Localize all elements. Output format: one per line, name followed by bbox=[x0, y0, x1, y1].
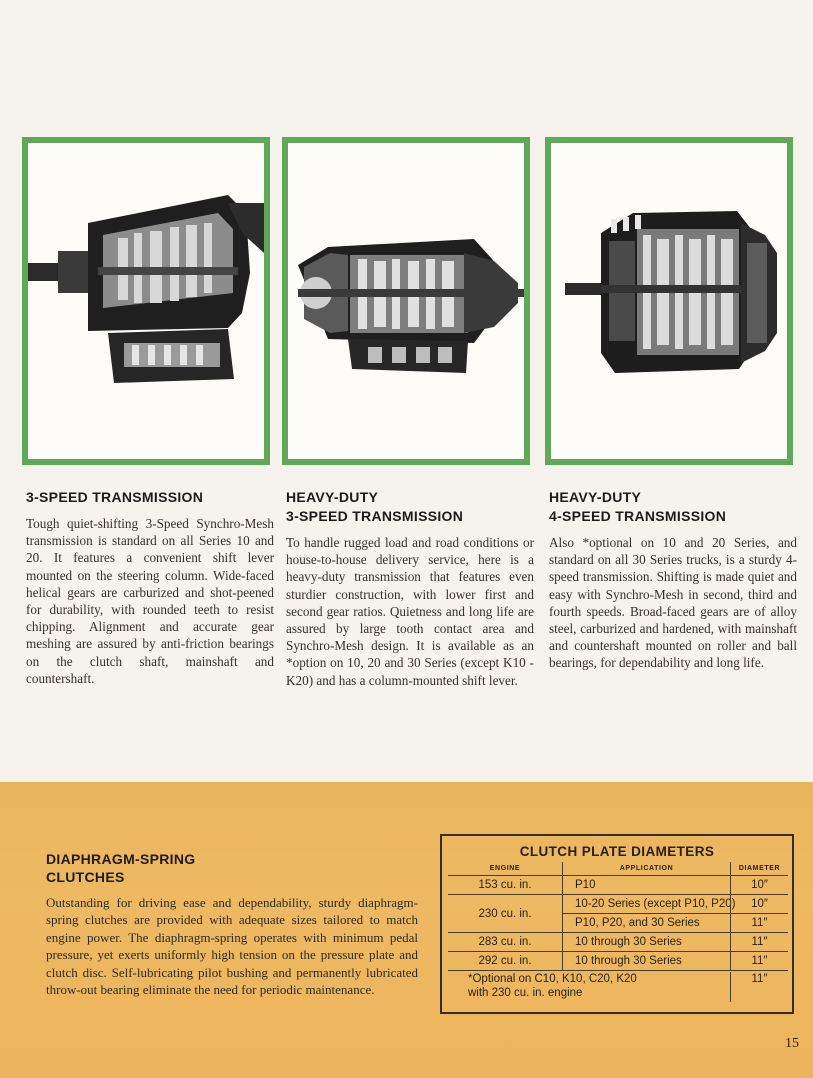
diameter-cell: 10″ bbox=[730, 876, 788, 894]
heavy-duty-3-speed-cutaway-icon bbox=[288, 143, 524, 459]
table-row bbox=[448, 933, 788, 952]
table-row-group bbox=[448, 895, 788, 933]
engine-cell: 230 cu. in. bbox=[478, 908, 532, 920]
page-number: 15 bbox=[785, 1036, 799, 1051]
heavy-duty-4-speed-cutaway-icon bbox=[551, 143, 787, 459]
column-body: To handle rugged load and road conditions or house-to-house delivery service, here is a heavy-duty transmission that features even sturdier construction, with lower first and second gear ratios. Quietness and long life are assured by large tooth contact area and Synchro-Mesh design. It is available as an *option on 10, 20 and 30 Series (except K10 - K20) and has a column-mounted shift lever. bbox=[286, 535, 534, 688]
application-cell: 10 through 30 Series bbox=[562, 952, 730, 970]
application-cell: P10 bbox=[562, 876, 730, 894]
application-cell: 10-20 Series (except P10, P20) bbox=[562, 895, 730, 913]
diameter-cell: 10″ bbox=[730, 895, 788, 913]
header-diameter: DIAMETER bbox=[730, 862, 788, 875]
column-body: Also *optional on 10 and 20 Series, and standard on all 30 Series trucks, is a sturdy 4-speed transmission. Shifting is made quiet and easy with Synchro-Mesh in second, third and fourth speeds. Broad-faced gears are of alloy steel, carburized and hardened, with mainshaft and countershaft mounted on roller and ball bearings, for dependability and long life. bbox=[549, 535, 797, 671]
engine-cell: 292 cu. in. bbox=[478, 955, 532, 967]
column-3-speed bbox=[26, 488, 274, 687]
diameter-cell: 11″ bbox=[730, 933, 788, 951]
table-row bbox=[448, 952, 788, 971]
clutch-plate-table bbox=[440, 834, 794, 1014]
clutch-body: Outstanding for driving ease and dependability, sturdy diaphragm-spring clutches are provided with adequate sizes tailored to match engine power. The diaphragm-spring operates with minimum pedal pressure, yet exerts uniformly high tension on the pressure plate and clutch disc. Self-lubricating pilot bushing and permanently lubricated throw-out bearing eliminate the need for periodic maintenance. bbox=[46, 895, 418, 998]
photo-heavy-duty-4-speed bbox=[545, 137, 793, 465]
clutch-section bbox=[46, 850, 418, 998]
diameter-cell: 11″ bbox=[730, 952, 788, 970]
3-speed-transmission-cutaway-icon bbox=[28, 143, 264, 459]
photo-heavy-duty-3-speed bbox=[282, 137, 530, 465]
column-body: Tough quiet-shifting 3-Speed Synchro-Mesh transmission is standard on all Series 10 and 20. It features a convenient shift lever mounted on the steering column. Wide-faced helical gears are carburized and shot-peened for durability, with rounded teeth to resist chipping. Alignment and accurate gear meshing are assured by anti-friction bearings on the clutch shaft, mainshaft and countershaft. bbox=[26, 516, 274, 686]
table-grid bbox=[448, 862, 788, 971]
clutch-title: DIAPHRAGM-SPRING CLUTCHES bbox=[46, 851, 196, 885]
column-heavy-duty-4-speed bbox=[549, 488, 797, 672]
column-title: HEAVY-DUTY 4-SPEED TRANSMISSION bbox=[549, 489, 727, 524]
table-footnote: *Optional on C10, K10, C20, K20 with 230 cu. in. engine bbox=[468, 973, 637, 999]
application-cell: 10 through 30 Series bbox=[562, 933, 730, 951]
engine-cell: 153 cu. in. bbox=[478, 879, 532, 891]
diameter-cell: 11″ bbox=[730, 914, 788, 933]
table-row bbox=[562, 895, 788, 914]
footnote-diameter: 11″ bbox=[730, 972, 788, 1002]
table-row bbox=[448, 876, 788, 895]
table-row bbox=[562, 914, 788, 933]
column-title: 3-SPEED TRANSMISSION bbox=[26, 489, 204, 505]
photo-3-speed-transmission bbox=[22, 137, 270, 465]
header-engine: ENGINE bbox=[489, 865, 521, 872]
table-header-row bbox=[448, 862, 788, 876]
table-title: CLUTCH PLATE DIAMETERS bbox=[519, 844, 715, 859]
engine-cell: 283 cu. in. bbox=[478, 936, 532, 948]
application-cell: P10, P20, and 30 Series bbox=[562, 914, 730, 933]
column-title: HEAVY-DUTY 3-SPEED TRANSMISSION bbox=[286, 489, 464, 524]
header-application: APPLICATION bbox=[562, 862, 730, 875]
column-heavy-duty-3-speed bbox=[286, 488, 534, 689]
